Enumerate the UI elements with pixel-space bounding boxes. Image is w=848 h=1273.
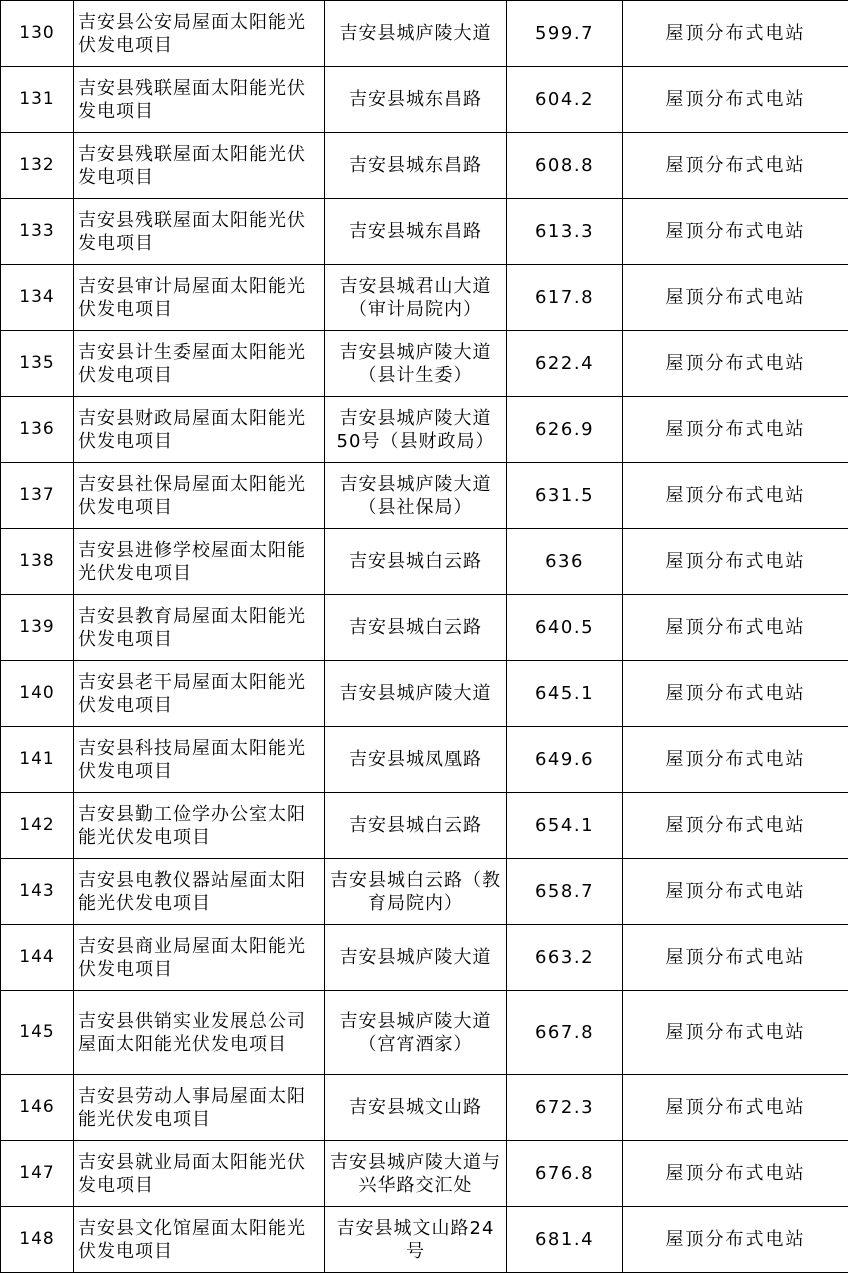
- project-capacity: 667.8: [507, 991, 623, 1075]
- project-capacity: 676.8: [507, 1141, 623, 1207]
- project-location: 吉安县城白云路: [325, 529, 507, 595]
- row-number: 148: [1, 1207, 74, 1273]
- row-number: 140: [1, 661, 74, 727]
- project-location: 吉安县城庐陵大道: [325, 661, 507, 727]
- row-number: 137: [1, 463, 74, 529]
- project-capacity: 658.7: [507, 859, 623, 925]
- project-location: 吉安县城文山路24号: [325, 1207, 507, 1273]
- row-number: 145: [1, 991, 74, 1075]
- table-row: [1, 793, 848, 859]
- row-number: 134: [1, 265, 74, 331]
- project-location: 吉安县城庐陵大道: [325, 925, 507, 991]
- project-location: 吉安县城白云路（教育局院内）: [325, 859, 507, 925]
- table-row: [1, 67, 848, 133]
- table-row: [1, 661, 848, 727]
- project-name: 吉安县电教仪器站屋面太阳能光伏发电项目: [74, 859, 325, 925]
- project-type: 屋顶分布式电站: [623, 463, 848, 529]
- project-location: 吉安县城东昌路: [325, 67, 507, 133]
- project-capacity: 681.4: [507, 1207, 623, 1273]
- row-number: 139: [1, 595, 74, 661]
- project-capacity: 604.2: [507, 67, 623, 133]
- project-location: 吉安县城庐陵大道（宫宵酒家）: [325, 991, 507, 1075]
- row-number: 142: [1, 793, 74, 859]
- row-number: 144: [1, 925, 74, 991]
- row-number: 143: [1, 859, 74, 925]
- table-row: [1, 397, 848, 463]
- project-capacity: 645.1: [507, 661, 623, 727]
- row-number: 138: [1, 529, 74, 595]
- table-row: [1, 991, 848, 1075]
- project-type: 屋顶分布式电站: [623, 859, 848, 925]
- row-number: 146: [1, 1075, 74, 1141]
- project-name: 吉安县教育局屋面太阳能光伏发电项目: [74, 595, 325, 661]
- project-type: 屋顶分布式电站: [623, 991, 848, 1075]
- table-row: [1, 265, 848, 331]
- project-type: 屋顶分布式电站: [623, 199, 848, 265]
- row-number: 135: [1, 331, 74, 397]
- table-row: [1, 1075, 848, 1141]
- project-location: 吉安县城文山路: [325, 1075, 507, 1141]
- project-location: 吉安县城庐陵大道（县社保局）: [325, 463, 507, 529]
- row-number: 147: [1, 1141, 74, 1207]
- row-number: 132: [1, 133, 74, 199]
- project-type: 屋顶分布式电站: [623, 1207, 848, 1273]
- project-type: 屋顶分布式电站: [623, 331, 848, 397]
- table-row: [1, 1141, 848, 1207]
- project-capacity: 608.8: [507, 133, 623, 199]
- table-row: [1, 727, 848, 793]
- project-location: 吉安县城白云路: [325, 595, 507, 661]
- project-capacity: 672.3: [507, 1075, 623, 1141]
- table-row: [1, 133, 848, 199]
- row-number: 131: [1, 67, 74, 133]
- project-location: 吉安县城东昌路: [325, 199, 507, 265]
- project-capacity: 599.7: [507, 1, 623, 67]
- project-name: 吉安县审计局屋面太阳能光伏发电项目: [74, 265, 325, 331]
- project-type: 屋顶分布式电站: [623, 529, 848, 595]
- table-row: [1, 463, 848, 529]
- project-type: 屋顶分布式电站: [623, 595, 848, 661]
- project-capacity: 617.8: [507, 265, 623, 331]
- project-type: 屋顶分布式电站: [623, 793, 848, 859]
- project-name: 吉安县残联屋面太阳能光伏发电项目: [74, 67, 325, 133]
- project-location: 吉安县城庐陵大道与兴华路交汇处: [325, 1141, 507, 1207]
- project-name: 吉安县进修学校屋面太阳能光伏发电项目: [74, 529, 325, 595]
- project-name: 吉安县劳动人事局屋面太阳能光伏发电项目: [74, 1075, 325, 1141]
- project-name: 吉安县就业局面太阳能光伏发电项目: [74, 1141, 325, 1207]
- project-name: 吉安县供销实业发展总公司屋面太阳能光伏发电项目: [74, 991, 325, 1075]
- table-row: [1, 1, 848, 67]
- project-type: 屋顶分布式电站: [623, 133, 848, 199]
- project-capacity: 640.5: [507, 595, 623, 661]
- project-type: 屋顶分布式电站: [623, 265, 848, 331]
- project-name: 吉安县财政局屋面太阳能光伏发电项目: [74, 397, 325, 463]
- row-number: 133: [1, 199, 74, 265]
- table-row: [1, 595, 848, 661]
- row-number: 136: [1, 397, 74, 463]
- project-type: 屋顶分布式电站: [623, 1, 848, 67]
- table-row: [1, 925, 848, 991]
- table-row: [1, 529, 848, 595]
- project-type: 屋顶分布式电站: [623, 397, 848, 463]
- project-capacity: 622.4: [507, 331, 623, 397]
- project-type: 屋顶分布式电站: [623, 661, 848, 727]
- project-location: 吉安县城庐陵大道: [325, 1, 507, 67]
- table-row: [1, 1207, 848, 1273]
- project-capacity: 631.5: [507, 463, 623, 529]
- project-capacity: 626.9: [507, 397, 623, 463]
- project-location: 吉安县城庐陵大道50号（县财政局）: [325, 397, 507, 463]
- project-type: 屋顶分布式电站: [623, 67, 848, 133]
- project-name: 吉安县计生委屋面太阳能光伏发电项目: [74, 331, 325, 397]
- row-number: 130: [1, 1, 74, 67]
- project-capacity: 654.1: [507, 793, 623, 859]
- project-location: 吉安县城东昌路: [325, 133, 507, 199]
- project-name: 吉安县勤工俭学办公室太阳能光伏发电项目: [74, 793, 325, 859]
- table-row: [1, 199, 848, 265]
- project-type: 屋顶分布式电站: [623, 925, 848, 991]
- project-location: 吉安县城君山大道（审计局院内）: [325, 265, 507, 331]
- project-capacity: 663.2: [507, 925, 623, 991]
- project-capacity: 649.6: [507, 727, 623, 793]
- project-type: 屋顶分布式电站: [623, 1075, 848, 1141]
- project-type: 屋顶分布式电站: [623, 727, 848, 793]
- project-name: 吉安县公安局屋面太阳能光伏发电项目: [74, 1, 325, 67]
- project-table-body: [1, 1, 848, 1273]
- project-location: 吉安县城白云路: [325, 793, 507, 859]
- project-location: 吉安县城庐陵大道（县计生委）: [325, 331, 507, 397]
- project-location: 吉安县城凤凰路: [325, 727, 507, 793]
- row-number: 141: [1, 727, 74, 793]
- project-name: 吉安县老干局屋面太阳能光伏发电项目: [74, 661, 325, 727]
- project-name: 吉安县科技局屋面太阳能光伏发电项目: [74, 727, 325, 793]
- table-row: [1, 859, 848, 925]
- project-name: 吉安县文化馆屋面太阳能光伏发电项目: [74, 1207, 325, 1273]
- project-name: 吉安县残联屋面太阳能光伏发电项目: [74, 199, 325, 265]
- project-name: 吉安县商业局屋面太阳能光伏发电项目: [74, 925, 325, 991]
- table-row: [1, 331, 848, 397]
- project-capacity: 636: [507, 529, 623, 595]
- project-capacity: 613.3: [507, 199, 623, 265]
- project-type: 屋顶分布式电站: [623, 1141, 848, 1207]
- project-name: 吉安县社保局屋面太阳能光伏发电项目: [74, 463, 325, 529]
- project-name: 吉安县残联屋面太阳能光伏发电项目: [74, 133, 325, 199]
